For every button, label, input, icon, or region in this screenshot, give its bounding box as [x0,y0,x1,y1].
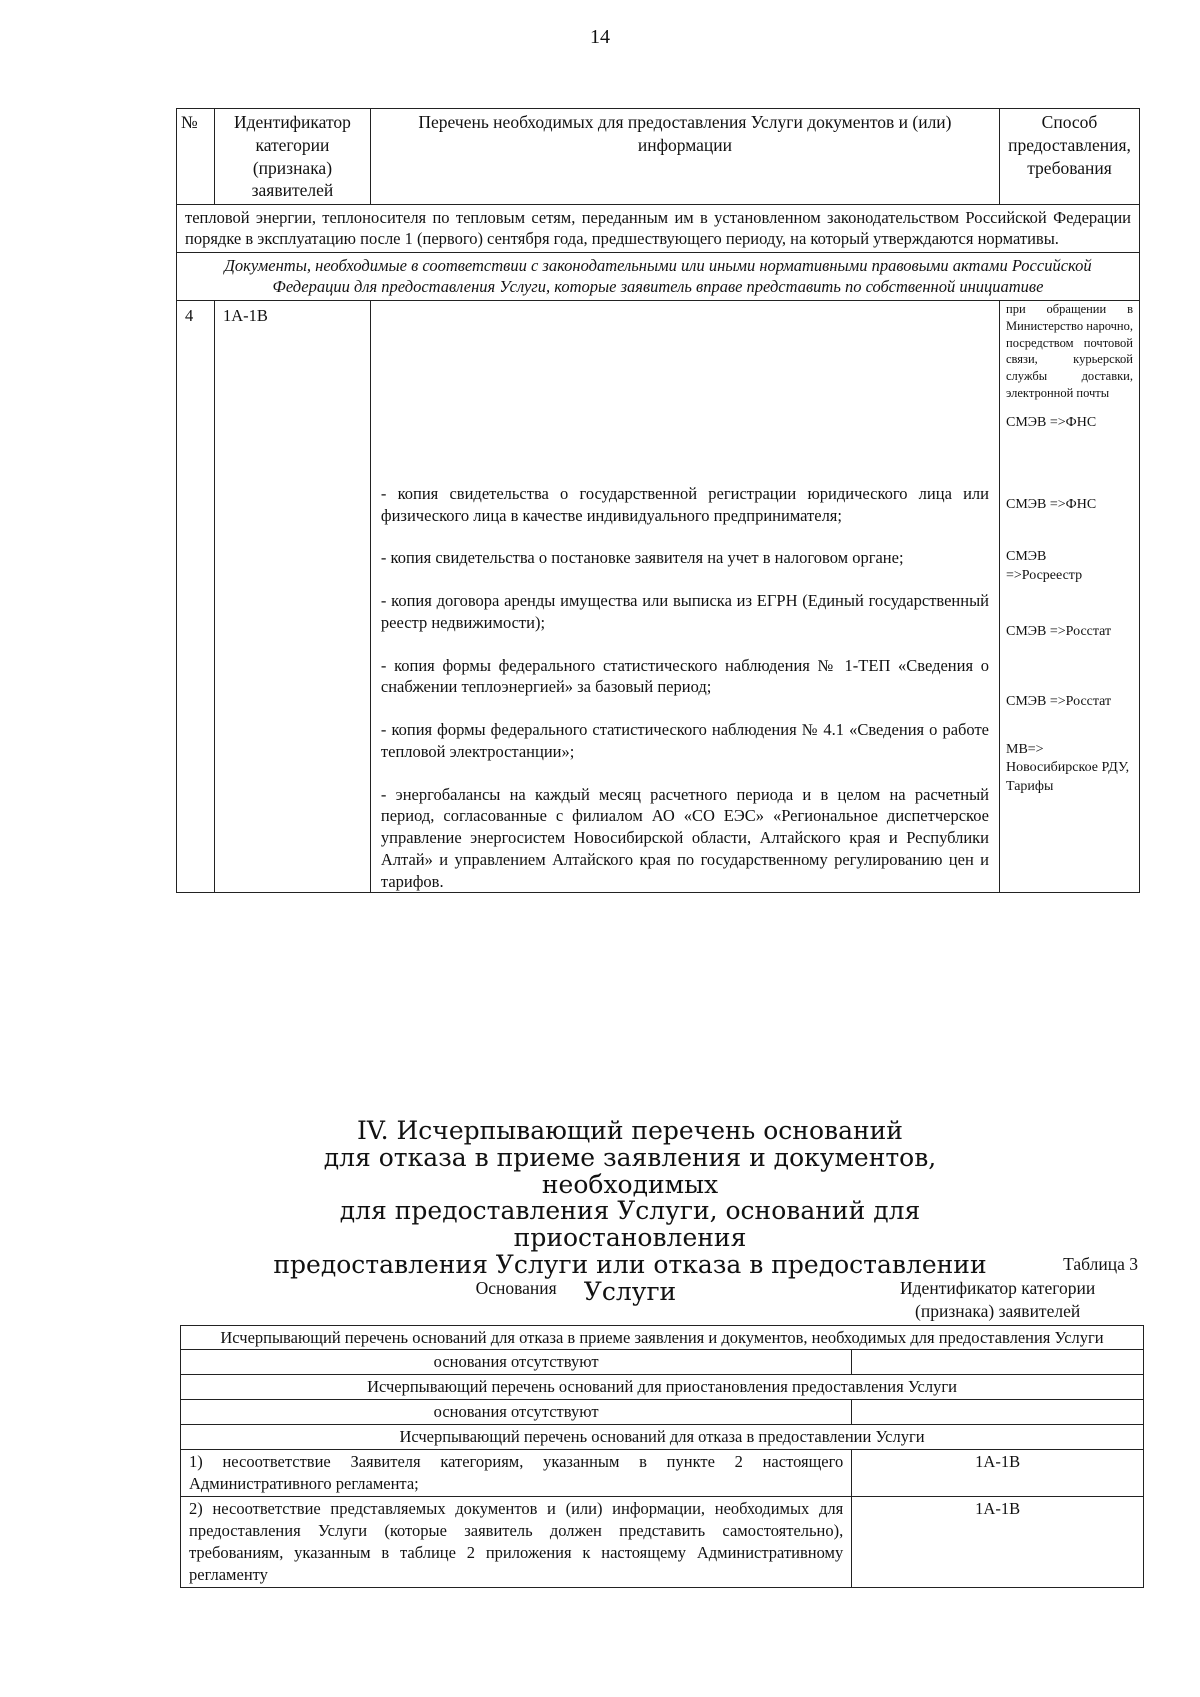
documents-cell [370,300,999,893]
refusal-reason-2-category: 1А-1В [852,1497,1144,1588]
row-category: 1А-1В [214,300,370,893]
method-item-6: МВ=> Новосибирское РДУ, Тарифы [1006,742,1130,794]
methods-cell [1000,300,1140,893]
refusal-reason-2: 2) несоответствие представляемых документов и (или) информации, необходимых для предоставления Услуги (которые заявитель должен представить самостоятельно), требованиям, указанным в таблице 2 приложения к настоящему Административному регламенту [181,1497,852,1588]
header-applicant-category: Идентификатор категории (признака) заявителей [852,1276,1144,1325]
section-2-heading-row [181,1375,1144,1400]
method-intro: при обращении в Министерство нарочно, посредством почтовой связи, курьерской службы доставки, электронной почты [1006,301,1133,401]
section-2-grounds: основания отсутствуют [181,1400,852,1425]
document-item-1: - копия свидетельства о государственной регистрации юридического лица или физического лица в качестве индивидуального предпринимателя; [380,483,989,525]
header-category: Идентификатор категории (признака) заявителей [214,109,370,205]
method-item-2: СМЭВ =>ФНС [1006,497,1097,513]
table-header-row [177,109,1140,205]
method-item-4: СМЭВ =>Росстат [1006,623,1112,639]
table-row [181,1350,1144,1375]
continuation-text: тепловой энергии, теплоносителя по тепловым сетям, переданным им в установленном законодательством Российской Федерации порядке в эксплуатацию после 1 (первого) сентября года, предшествующего периоду, на который утверждаются нормативы. [177,205,1140,253]
header-num: № [177,109,215,205]
section-title-line-1: IV. Исчерпывающий перечень оснований [357,1116,903,1145]
optional-documents-heading: Документы, необходимые в соответствии с законодательными или иными нормативными правовыми актами Российской Федерации для предоставления Услуги, которые заявитель вправе представить по собственной инициативе [177,252,1140,300]
document-item-6: - энергобалансы на каждый месяц расчетного периода и в целом на расчетный период, согласованные с филиалом АО «СО ЕЭС» «Региональное диспетчерское управление энергосистем Новосибирской области, Алтайского края и Республики Алтай» и управлением Алтайского края по государственному регулированию цен и тарифов. [380,784,989,891]
page-number: 14 [590,26,610,48]
refusal-reason-1-category: 1А-1В [852,1450,1144,1497]
section-heading-row [177,252,1140,300]
document-item-2: - копия свидетельства о постановке заявителя на учет в налоговом органе; [380,548,904,568]
method-item-5: СМЭВ =>Росстат [1006,693,1112,709]
grounds-table [180,1276,1144,1588]
document-item-4: - копия формы федерального статистического наблюдения № 1-ТЕП «Сведения о снабжении теплоэнергией» за базовый период; [380,655,989,697]
document-item-5: - копия формы федерального статистического наблюдения № 4.1 «Сведения о работе тепловой электростанции»; [380,720,989,761]
method-item-1: СМЭВ =>ФНС [1006,415,1097,430]
section-3-heading: Исчерпывающий перечень оснований для отказа в предоставлении Услуги [181,1425,1144,1450]
section-1-grounds: основания отсутствуют [181,1350,852,1375]
section-2-heading: Исчерпывающий перечень оснований для приостановления предоставления Услуги [181,1375,1144,1400]
continuation-row [177,205,1140,253]
header-documents: Перечень необходимых для предоставления Услуги документов и (или) информации [370,109,999,205]
method-item-3: СМЭВ =>Росреестр [1006,549,1083,583]
table-caption: Таблица 3 [1063,1254,1138,1274]
refusal-reason-1: 1) несоответствие Заявителя категориям, указанным в пункте 2 настоящего Административного регламента; [181,1450,852,1497]
header-grounds: Основания [181,1276,852,1325]
section-title-line-3: для предоставления Услуги, оснований для приостановления [339,1196,921,1252]
documents-table [176,108,1140,893]
row-number: 4 [177,300,215,893]
section-3-heading-row [181,1425,1144,1450]
header-method: Способ предоставления, требования [1000,109,1140,205]
section-title-line-2: для отказа в приеме заявления и документов, необходимых [323,1142,937,1199]
table-row [181,1497,1144,1588]
section-1-category [852,1350,1144,1375]
section-1-heading-row [181,1325,1144,1350]
table-row [181,1450,1144,1497]
table-row [177,300,1140,893]
section-2-category [852,1400,1144,1425]
table-row [181,1400,1144,1425]
section-1-heading: Исчерпывающий перечень оснований для отказа в приеме заявления и документов, необходимых для предоставления Услуги [181,1325,1144,1350]
document-item-3: - копия договора аренды имущества или выписка из ЕГРН (Единый государственный реестр недвижимости); [380,591,989,632]
grounds-header-row [181,1276,1144,1325]
section-title-line-4: предоставления Услуги или отказа в предоставлении Услуги [273,1249,987,1306]
